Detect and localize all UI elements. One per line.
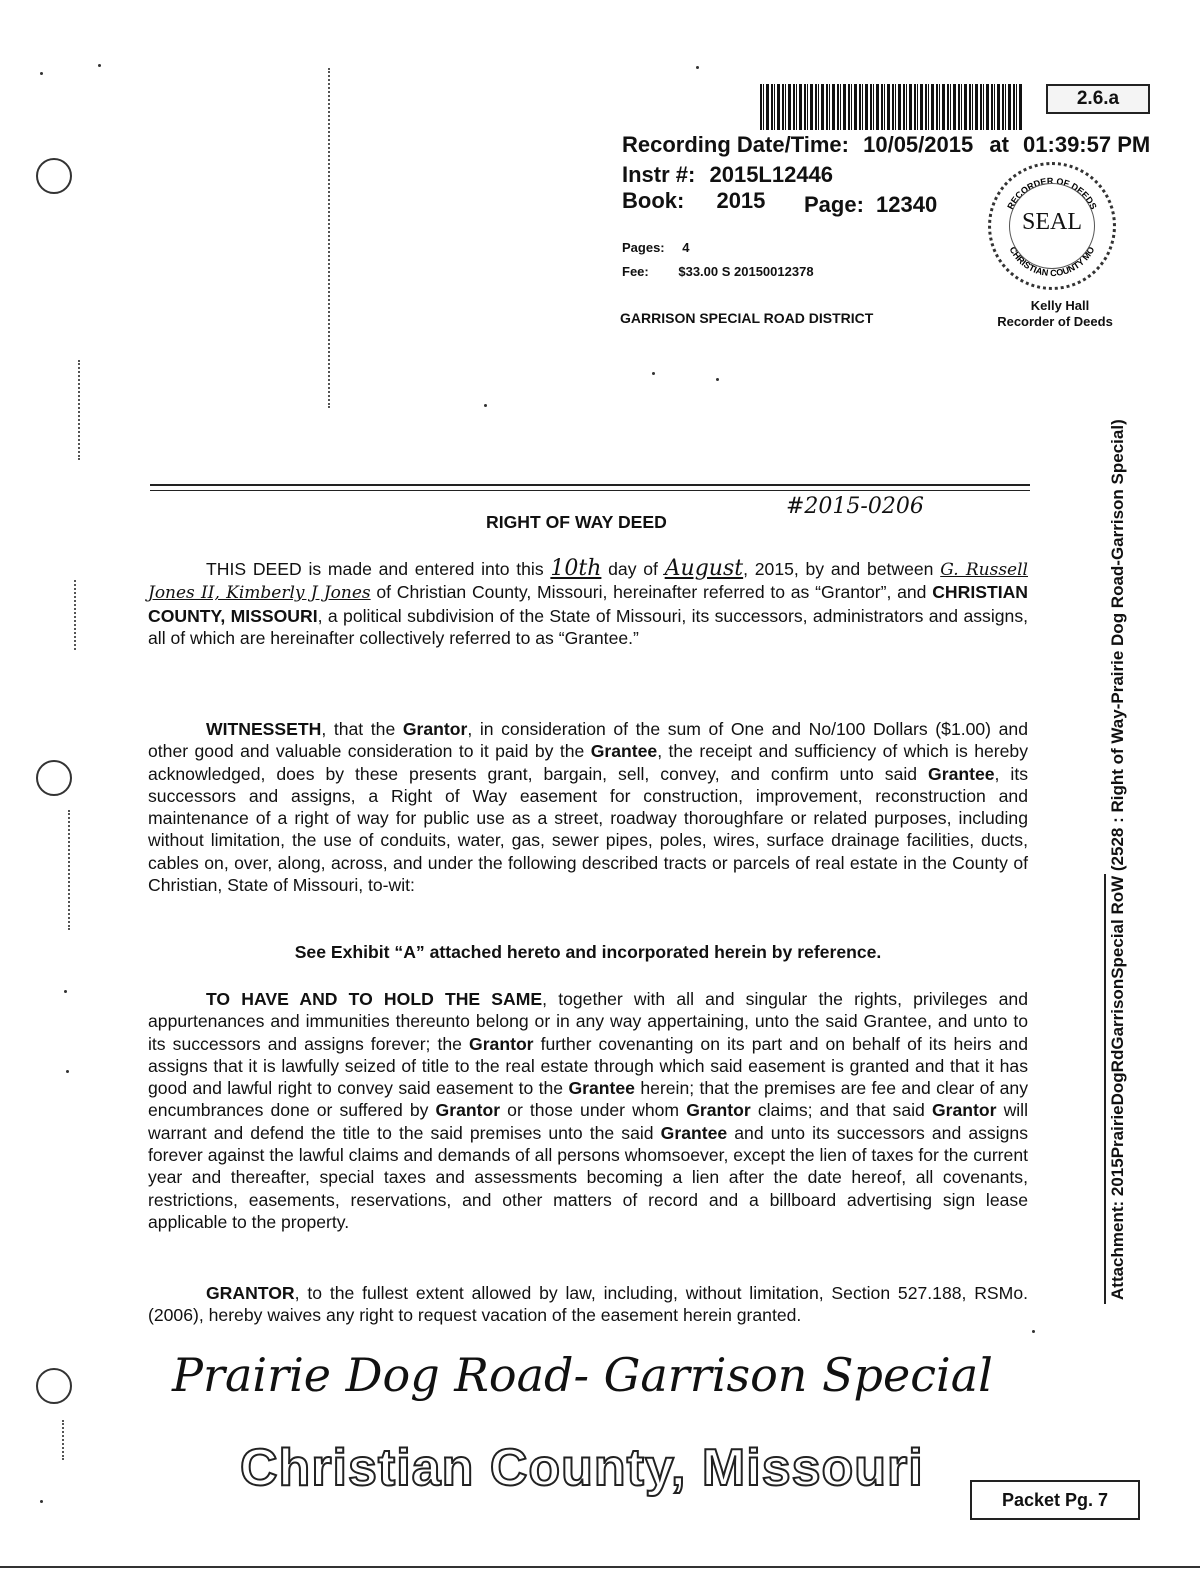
- handwritten-deed-number: #2015-0206: [786, 494, 924, 519]
- instr-value: 2015L12446: [709, 162, 834, 187]
- pages-line: [622, 240, 690, 255]
- p2-lead: WITNESSETH: [206, 719, 322, 739]
- p3-lead: TO HAVE AND TO HOLD THE SAME: [206, 989, 543, 1009]
- page-value: 12340: [876, 192, 938, 217]
- deed-paragraph-intro: [148, 558, 1028, 649]
- p1-text-c: , 2015, by and between: [743, 559, 941, 579]
- recorder-seal: [988, 162, 1116, 290]
- page-bottom-edge: [0, 1566, 1200, 1568]
- scan-dotted-line: [78, 360, 83, 460]
- p2-grantor: Grantor: [402, 719, 468, 739]
- handwritten-grantors: G. Russell Jones II, Kimberly J Jones: [148, 560, 1028, 604]
- p1-text-e: , a political subdivision of the State of Missouri, its successors, administrators and assigns, all of which are hereinafter collectively referred to as “Grantee.”: [148, 605, 1029, 648]
- recording-time: 01:39:57 PM: [1023, 132, 1151, 157]
- deed-paragraph-habendum: [148, 988, 1028, 1233]
- p3-grantee-2: Grantee: [660, 1122, 728, 1143]
- header-rule-thin: [150, 490, 1030, 491]
- p3-text-d: or those under whom: [500, 1100, 687, 1121]
- scan-dotted-line: [74, 580, 79, 650]
- recorder-title: Recorder of Deeds: [997, 314, 1113, 329]
- p3-grantor-4: Grantor: [931, 1100, 997, 1121]
- recording-date: 10/05/2015: [863, 132, 974, 157]
- p1-text-b: day of: [601, 559, 665, 579]
- p3-text-g: and unto its successors and assigns forever against the lawful claims and demands of all persons whomsoever, except the lien of taxes for the current year and thereafter, special taxes and assessments becoming a lien after the date hereof, all covenants, restrictions, easements, reservations, and other matters of record and a billboard advertising sign lease applicable to the property.: [148, 1122, 1028, 1232]
- p3-text-f: will warrant and defend the title to the said premises unto the said: [148, 1100, 1029, 1143]
- pages-label: Pages:: [622, 240, 665, 255]
- p3-text-a: , together with all and singular the rights, privileges and appurtenances and immunities thereunto belong or in any way appertaining, unto the said Grantee, and unto to its successors and assigns forever; the: [148, 989, 1028, 1054]
- handwritten-month: August: [664, 556, 744, 581]
- attachment-tag: 2.6.a: [1046, 84, 1150, 114]
- p1-text-a: THIS DEED is made and entered into this: [206, 559, 551, 579]
- p1-text-d: of Christian County, Missouri, hereinafter referred to as “Grantor”, and: [370, 582, 933, 603]
- packet-page-box: Packet Pg. 7: [970, 1480, 1140, 1520]
- p2-text-c: , the receipt and sufficiency of which is hereby acknowledged, does by these presents grant, bargain, sell, convey, and confirm unto said: [148, 741, 1028, 784]
- scan-speck: [652, 372, 655, 375]
- scan-speck: [40, 72, 43, 75]
- p2-grantee-1: Grantee: [590, 741, 658, 762]
- p4-text-a: , to the fullest extent allowed by law, including, without limitation, Section 527.188, RSMo. (2006), hereby waives any right to request vacation of the easement herein granted.: [148, 1283, 1028, 1326]
- p3-text-e: claims; and that said: [750, 1100, 932, 1121]
- deed-paragraph-witnesseth: [148, 718, 1028, 896]
- barcode: [760, 84, 1022, 130]
- instr-line: [622, 162, 833, 188]
- recorder-name: Kelly Hall: [1030, 298, 1090, 313]
- punch-hole-icon: [36, 1368, 72, 1404]
- p3-grantor-2: Grantor: [435, 1100, 501, 1121]
- instr-label: Instr #:: [622, 162, 696, 187]
- fee-value: $33.00 S 20150012378: [678, 264, 814, 279]
- p2-text-b: , in consideration of the sum of One and No/100 Dollars ($1.00) and other good and valuable consideration to it paid by the: [148, 719, 1028, 762]
- book-value: 2015: [716, 188, 766, 213]
- fee-label: Fee:: [622, 264, 649, 279]
- scan-speck: [66, 1070, 69, 1073]
- p2-grantee-2: Grantee: [928, 763, 995, 784]
- scan-dotted-line: [68, 810, 73, 930]
- p3-text-b: further covenanting on its part and on behalf of its heirs and assigns that it is lawfully seized of title to the real estate through which said easement is granted and that it has good and lawful right to convey said easement to the: [148, 1033, 1028, 1099]
- handwritten-day: 10th: [550, 556, 602, 581]
- grantee-name: CHRISTIAN COUNTY, MISSOURI: [148, 582, 1028, 626]
- page-line: [804, 192, 937, 218]
- county-watermark: Christian County, Missouri: [240, 1439, 924, 1497]
- seal-ring-bottom-text: CHRISTIAN COUNTY MO: [1007, 244, 1097, 279]
- punch-hole-icon: [36, 158, 72, 194]
- p2-text-a: , that the: [321, 719, 403, 739]
- p3-grantor-1: Grantor: [469, 1033, 534, 1054]
- document-title: RIGHT OF WAY DEED: [486, 512, 667, 532]
- scan-speck: [40, 1500, 43, 1503]
- recording-label: Recording Date/Time:: [622, 132, 849, 157]
- scan-dotted-line: [328, 68, 333, 408]
- scan-speck: [484, 404, 487, 407]
- scan-speck: [696, 66, 699, 69]
- exhibit-reference: See Exhibit “A” attached hereto and incorporated herein by reference.: [294, 942, 882, 962]
- scan-dotted-line: [62, 1420, 67, 1460]
- p3-grantee-1: Grantee: [568, 1078, 635, 1099]
- attachment-sidebar-label: Attachment: 2015PrairieDogRdGarrisonSpecial RoW (2528 : Right of Way-Prairie Dog Road-Garrison Special): [1108, 419, 1127, 1300]
- scan-speck: [1032, 1330, 1035, 1333]
- fee-line: [622, 264, 814, 279]
- recording-line: [622, 132, 1150, 158]
- p3-text-c: herein; that the premises are fee and clear of any encumbrances done or suffered by: [148, 1078, 1028, 1121]
- scan-speck: [98, 64, 101, 67]
- page-label: Page:: [804, 192, 864, 217]
- p4-lead: GRANTOR: [206, 1283, 295, 1303]
- road-district: GARRISON SPECIAL ROAD DISTRICT: [620, 310, 874, 326]
- scan-speck: [716, 378, 719, 381]
- recording-at: at: [989, 132, 1009, 157]
- header-rule: [150, 484, 1030, 486]
- sidebar-divider: [1104, 874, 1106, 1304]
- scan-speck: [64, 990, 67, 993]
- seal-text: SEAL: [1022, 209, 1082, 235]
- book-line: [622, 188, 765, 214]
- seal-ring-top-text: RECORDER OF DEEDS: [1005, 175, 1099, 211]
- handwritten-road-note: Prairie Dog Road- Garrison Special: [172, 1348, 993, 1402]
- punch-hole-icon: [36, 760, 72, 796]
- p2-text-d: , its successors and assigns, a Right of Way easement for construction, improvement, reconstruction and maintenance of a right of way for public use as a street, roadway thoroughfare or related purposes, including without limitation, the use of conduits, water, gas, sewer pipes, poles, wires, surface drainage facilities, ducts, cables on, over, along, across, and under the following described tracts or parcels of real estate in the County of Christian, State of Missouri, to-wit:: [148, 763, 1029, 896]
- deed-paragraph-waiver: [148, 1282, 1028, 1327]
- pages-value: 4: [682, 240, 690, 255]
- book-label: Book:: [622, 188, 685, 213]
- p3-grantor-3: Grantor: [686, 1100, 751, 1121]
